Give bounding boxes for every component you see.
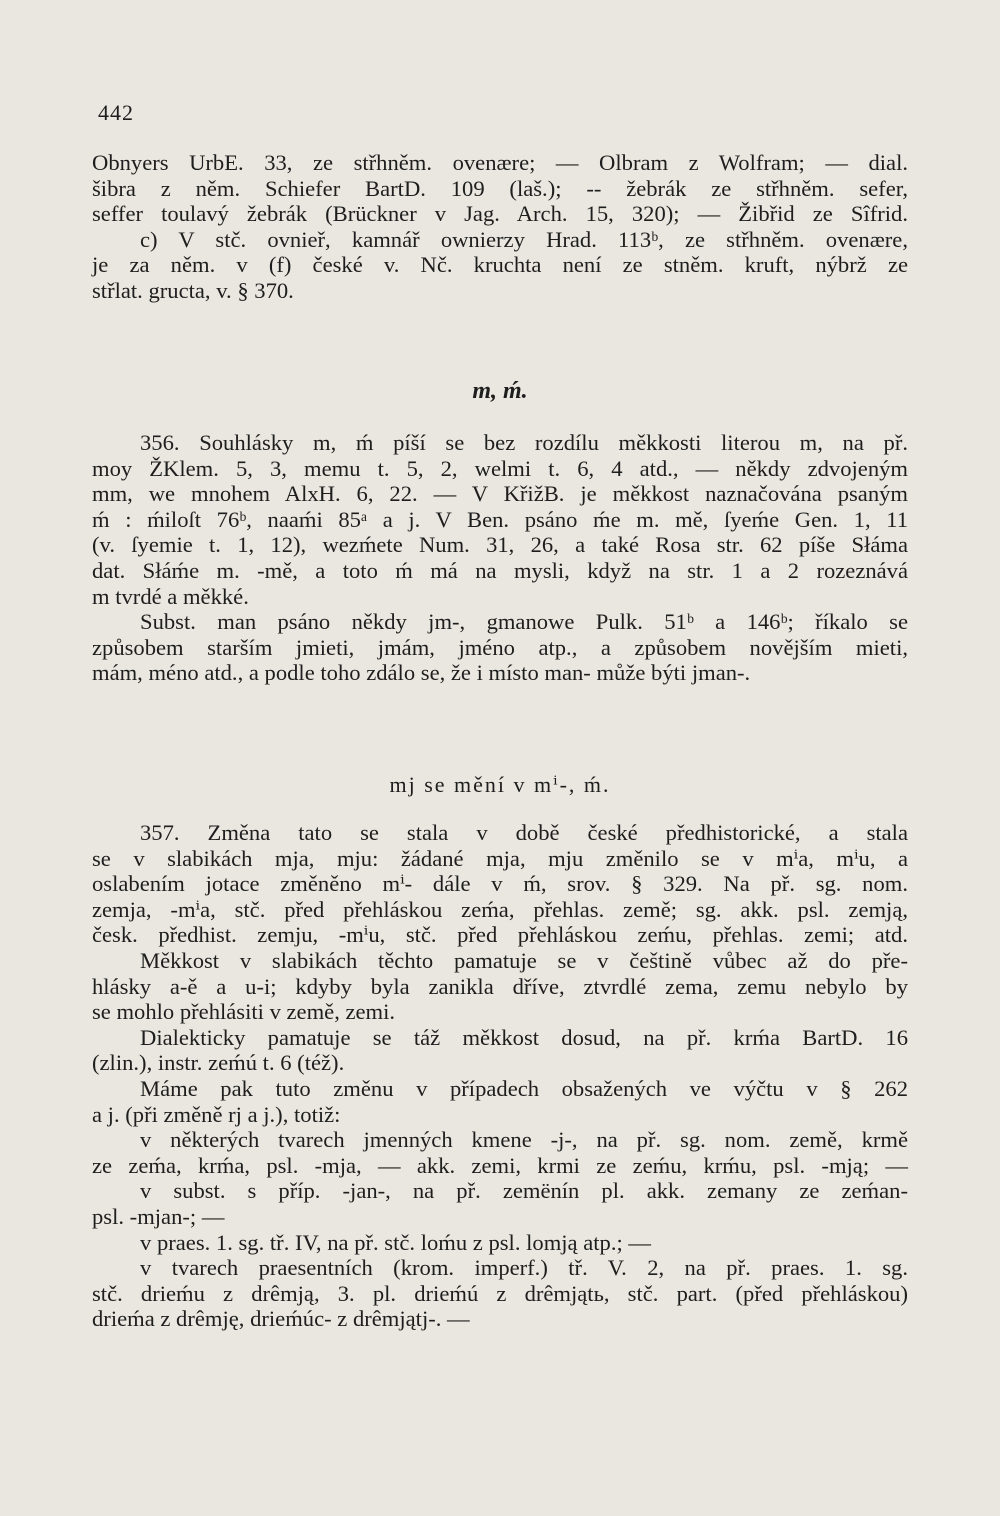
text-line: mm, we mnohem AlxH. 6, 22. — V KřižB. je měkkost naznačována psaným bbox=[92, 481, 908, 507]
section-subheading: mj se mění v mⁱ-, ḿ. bbox=[389, 772, 611, 797]
text-line: v praes. 1. sg. tř. IV, na př. stč. loḿu z psl. lomją atp.; — bbox=[140, 1229, 652, 1255]
text-line: oslabením jotace změněno mⁱ- dále v ḿ, srov. § 329. Na př. sg. nom. bbox=[92, 871, 908, 897]
text-line: v některých tvarech jmenných kmene -j-, na př. sg. nom. země, krmě bbox=[140, 1127, 908, 1153]
text-line: se mohlo přehlásiti v země, zemi. bbox=[92, 999, 396, 1025]
text-line: Obnyers UrbE. 33, ze střhněm. ovenære; — Olbram z Wolfram; — dial. bbox=[92, 150, 908, 175]
text-line: Máme pak tuto změnu v případech obsažených ve výčtu v § 262 bbox=[140, 1075, 908, 1101]
text-line: (zlin.), instr. zeḿú t. 6 (též). bbox=[92, 1050, 345, 1076]
text-line: drieḿa z drêmję, drieḿúc- z drêmjątj-. — bbox=[92, 1306, 470, 1332]
text-line: ḿ : ḿiloſt 76ᵇ, naaḿi 85ᵃ a j. V Ben. psáno ḿe m. mě, ſyeḿe Gen. 1, 11 bbox=[92, 506, 908, 532]
text-line: moy ŽKlem. 5, 3, memu t. 5, 2, welmi t. 6, 4 atd., — někdy zdvojeným bbox=[92, 455, 908, 481]
text-line: dat. Słáḿe m. -mě, a toto ḿ má na mysli, když na str. 1 a 2 rozeznává bbox=[92, 557, 908, 583]
text-line: 356. Souhlásky m, ḿ píší se bez rozdílu měkkosti literou m, na př. bbox=[140, 430, 908, 455]
text-line: stč. drieḿu z drêmją, 3. pl. drieḿú z drêmjątь, stč. part. (před přehláskou) bbox=[92, 1280, 908, 1306]
text-line: střlat. gructa, v. § 370. bbox=[92, 277, 294, 303]
text-line: (v. ſyemie t. 1, 12), wezḿete Num. 31, 26, a také Rosa str. 62 píše Słáma bbox=[92, 532, 908, 558]
text-line: česk. předhist. zemju, -mⁱu, stč. před přehláskou zeḿu, přehlas. zemi; atd. bbox=[92, 922, 908, 948]
section-heading: m, ḿ. bbox=[472, 378, 528, 404]
text-line: c) V stč. ovnieř, kamnář ownierzy Hrad. 113ᵇ, ze střhněm. ovenære, bbox=[140, 226, 908, 252]
paragraph-356 bbox=[92, 430, 908, 686]
text-line: šibra z něm. Schiefer BartD. 109 (laš.); -- žebrák ze střhněm. sefer, bbox=[92, 175, 908, 201]
paragraph-357 bbox=[92, 820, 908, 1332]
text-line: zemja, -mⁱa, stč. před přehláskou zeḿa, přehlas. země; sg. akk. psl. zemją, bbox=[92, 896, 908, 922]
page-number: 442 bbox=[98, 100, 134, 125]
text-line: a j. (při změně rj a j.), totiž: bbox=[92, 1101, 341, 1127]
text-line: mám, méno atd., a podle toho zdálo se, že i místo man- může býti jman-. bbox=[92, 660, 751, 686]
paragraph-obnyers bbox=[92, 150, 908, 304]
text-line: m tvrdé a měkké. bbox=[92, 583, 249, 609]
text-line: v tvarech praesentních (krom. imperf.) tř. V. 2, na př. praes. 1. sg. bbox=[140, 1255, 908, 1281]
text-line: hlásky a-ě a u-i; kdyby byla zanikla dříve, ztvrdlé zema, zemu nebylo by bbox=[92, 973, 908, 999]
text-line: je za něm. v (f) české v. Nč. kruchta není ze stněm. kruft, nýbrž ze bbox=[92, 252, 908, 278]
text-line: se v slabikách mja, mju: žádané mja, mju změnilo se v mⁱa, mⁱu, a bbox=[92, 845, 908, 871]
text-line: psl. -mjan-; — bbox=[92, 1203, 225, 1229]
text-line: 357. Změna tato se stala v době české předhistorické, a stala bbox=[140, 820, 908, 845]
text-line: Měkkost v slabikách těchto pamatuje se v češtině vůbec až do pře- bbox=[140, 947, 908, 973]
text-line: způsobem starším jmieti, jmám, jméno atp., a způsobem novějším mieti, bbox=[92, 634, 908, 660]
text-line: seffer toulavý žebrák (Brückner v Jag. Arch. 15, 320); — Žibřid ze Sîfrid. bbox=[92, 201, 908, 227]
text-line: Subst. man psáno někdy jm-, gmanowe Pulk. 51ᵇ a 146ᵇ; říkalo se bbox=[140, 609, 908, 635]
text-line: v subst. s příp. -jan-, na př. zemënín pl. akk. zemany ze zeḿan- bbox=[140, 1178, 908, 1204]
text-line: Dialekticky pamatuje se táž měkkost dosud, na př. krḿa BartD. 16 bbox=[140, 1024, 908, 1050]
text-line: ze zeḿa, krḿa, psl. -mja, — akk. zemi, krmi ze zeḿu, krḿu, psl. -mją; — bbox=[92, 1152, 908, 1178]
